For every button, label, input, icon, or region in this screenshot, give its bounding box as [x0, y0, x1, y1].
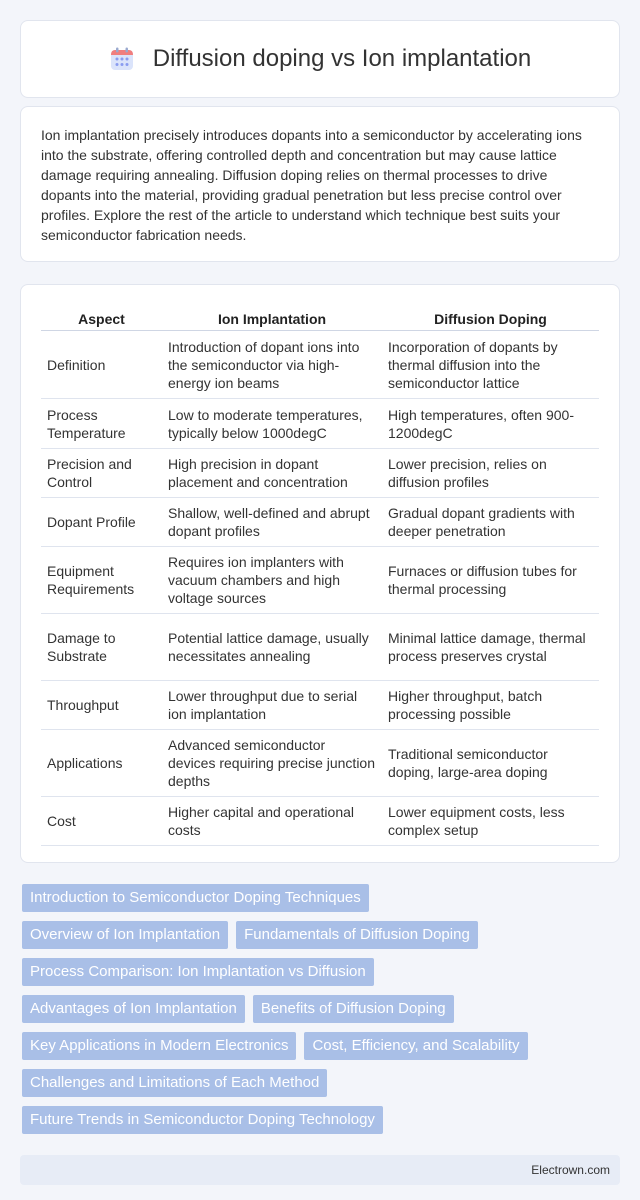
header-diffusion-doping: Diffusion Doping: [382, 305, 599, 331]
title-card: [20, 20, 620, 98]
topic-link[interactable]: Cost, Efficiency, and Scalability: [304, 1032, 527, 1060]
link-row: [22, 921, 620, 949]
topic-link[interactable]: Process Comparison: Ion Implantation vs Diffusion: [22, 958, 374, 986]
topic-link[interactable]: Future Trends in Semiconductor Doping Technology: [22, 1106, 383, 1134]
table-row: [41, 681, 599, 730]
cell-ion-implantation: Requires ion implanters with vacuum chambers and high voltage sources: [162, 547, 382, 614]
cell-diffusion-doping: Lower equipment costs, less complex setup: [382, 797, 599, 846]
intro-card: [20, 106, 620, 262]
cell-aspect: Dopant Profile: [41, 498, 162, 547]
topic-link[interactable]: Overview of Ion Implantation: [22, 921, 228, 949]
intro-text: Ion implantation precisely introduces dopants into a semiconductor by accelerating ions into the substrate, offering controlled depth and concentration but may cause lattice damage requiring annealing. Diffusion doping relies on thermal processes to drive dopants into the material, providing gradual penetration but less precise control over profiles. Explore the rest of the article to understand which technique best suits your semiconductor fabrication needs.: [41, 127, 582, 243]
table-body: [41, 331, 599, 846]
header-aspect: Aspect: [41, 305, 162, 331]
topic-link[interactable]: Fundamentals of Diffusion Doping: [236, 921, 478, 949]
topic-link[interactable]: Introduction to Semiconductor Doping Techniques: [22, 884, 369, 912]
footer: [20, 1155, 620, 1185]
cell-ion-implantation: Advanced semiconductor devices requiring precise junction depths: [162, 730, 382, 797]
related-topics: [20, 884, 620, 1143]
cell-ion-implantation: Higher capital and operational costs: [162, 797, 382, 846]
cell-diffusion-doping: Gradual dopant gradients with deeper penetration: [382, 498, 599, 547]
link-row: [22, 884, 620, 912]
table-row: [41, 498, 599, 547]
cell-diffusion-doping: High temperatures, often 900-1200degC: [382, 399, 599, 449]
comparison-table: [41, 305, 599, 846]
cell-diffusion-doping: Furnaces or diffusion tubes for thermal processing: [382, 547, 599, 614]
cell-aspect: Throughput: [41, 681, 162, 730]
link-row: [22, 1032, 620, 1060]
cell-aspect: Applications: [41, 730, 162, 797]
footer-brand: Electrown.com: [531, 1163, 610, 1177]
cell-aspect: Process Temperature: [41, 399, 162, 449]
table-row: [41, 547, 599, 614]
table-row: [41, 399, 599, 449]
calendar-icon: [109, 46, 135, 72]
cell-ion-implantation: Low to moderate temperatures, typically below 1000degC: [162, 399, 382, 449]
topic-link[interactable]: Challenges and Limitations of Each Method: [22, 1069, 327, 1097]
page-title: Diffusion doping vs Ion implantation: [152, 45, 532, 72]
table-row: [41, 797, 599, 846]
cell-ion-implantation: Shallow, well-defined and abrupt dopant profiles: [162, 498, 382, 547]
topic-link[interactable]: Advantages of Ion Implantation: [22, 995, 245, 1023]
cell-diffusion-doping: Lower precision, relies on diffusion profiles: [382, 449, 599, 498]
cell-aspect: Definition: [41, 331, 162, 399]
header-ion-implantation: Ion Implantation: [162, 305, 382, 331]
link-row: [22, 1069, 620, 1097]
topic-link[interactable]: Benefits of Diffusion Doping: [253, 995, 454, 1023]
table-header-row: [41, 305, 599, 331]
cell-aspect: Cost: [41, 797, 162, 846]
table-row: [41, 331, 599, 399]
comparison-table-card: [20, 284, 620, 863]
link-row: [22, 1106, 620, 1134]
cell-aspect: Equipment Requirements: [41, 547, 162, 614]
cell-diffusion-doping: Minimal lattice damage, thermal process preserves crystal: [382, 614, 599, 681]
link-row: [22, 995, 620, 1023]
cell-aspect: Damage to Substrate: [41, 614, 162, 681]
table-row: [41, 614, 599, 681]
cell-ion-implantation: Introduction of dopant ions into the semiconductor via high-energy ion beams: [162, 331, 382, 399]
cell-ion-implantation: High precision in dopant placement and concentration: [162, 449, 382, 498]
cell-diffusion-doping: Traditional semiconductor doping, large-area doping: [382, 730, 599, 797]
cell-ion-implantation: Lower throughput due to serial ion implantation: [162, 681, 382, 730]
cell-diffusion-doping: Higher throughput, batch processing possible: [382, 681, 599, 730]
link-row: [22, 958, 620, 986]
cell-aspect: Precision and Control: [41, 449, 162, 498]
table-row: [41, 449, 599, 498]
topic-link[interactable]: Key Applications in Modern Electronics: [22, 1032, 296, 1060]
table-row: [41, 730, 599, 797]
cell-diffusion-doping: Incorporation of dopants by thermal diffusion into the semiconductor lattice: [382, 331, 599, 399]
cell-ion-implantation: Potential lattice damage, usually necessitates annealing: [162, 614, 382, 681]
